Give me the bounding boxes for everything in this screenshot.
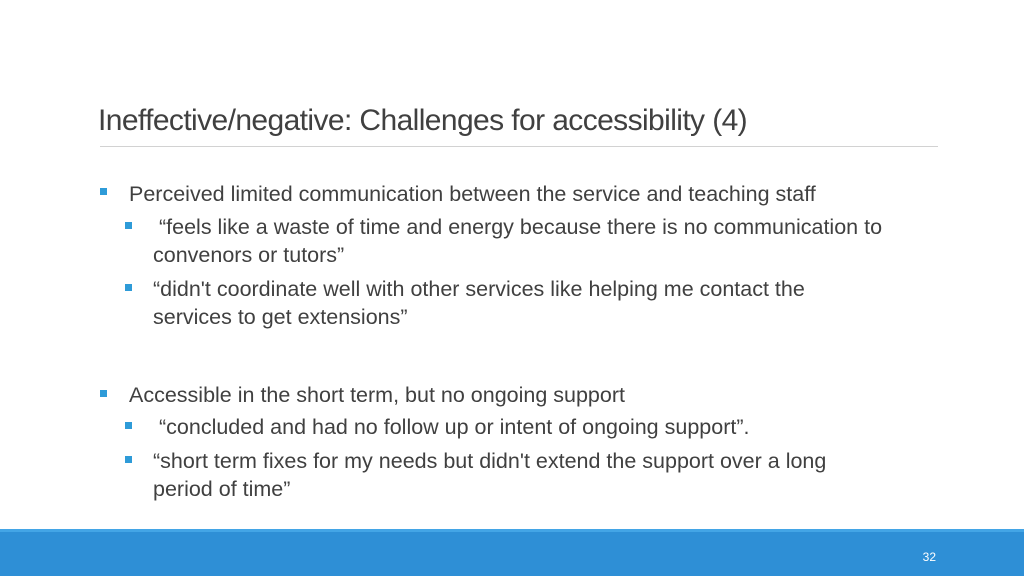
section-1-quote-1-line-1: “feels like a waste of time and energy because there is no communication to [159, 215, 883, 239]
section-1-heading: Perceived limited communication between the service and teaching staff [129, 182, 816, 206]
square-bullet-icon [100, 188, 107, 195]
section-2-quote-1-line-1: “concluded and had no follow up or intent of ongoing support”. [159, 415, 750, 439]
section-1-quote-1-line-2: convenors or tutors” [153, 243, 345, 267]
footer-bar [0, 532, 1024, 576]
section-1-quote-2-line-1: “didn't coordinate well with other services like helping me contact the [153, 277, 805, 301]
section-2-quote-2-line-1: “short term fixes for my needs but didn't extend the support over a long [153, 449, 827, 473]
section-2-heading: Accessible in the short term, but no ongoing support [129, 383, 625, 407]
square-bullet-icon [125, 222, 132, 229]
section-2-quote-2-line-2: period of time” [153, 477, 291, 501]
square-bullet-icon [100, 390, 107, 397]
slide-title: Ineffective/negative: Challenges for accessibility (4) [98, 104, 748, 137]
section-1-quote-2-line-2: services to get extensions” [153, 305, 408, 329]
page-number: 32 [922, 550, 936, 564]
square-bullet-icon [125, 284, 132, 291]
square-bullet-icon [125, 422, 132, 429]
square-bullet-icon [125, 456, 132, 463]
